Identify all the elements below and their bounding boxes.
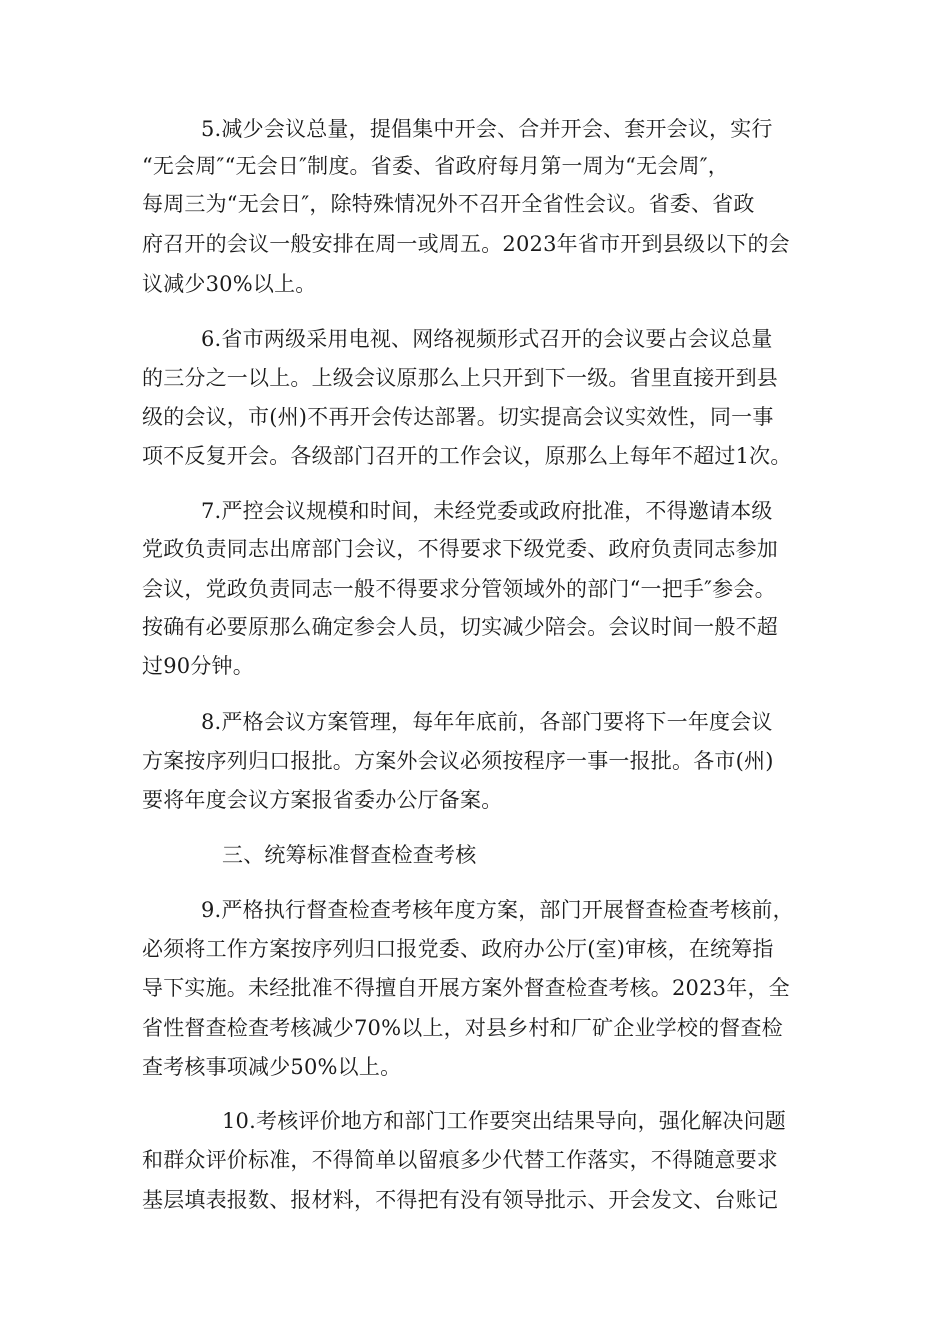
text-line: 府召开的会议一般安排在周一或周五。2023年省市开到县级以下的会 bbox=[142, 232, 790, 256]
text-line: 的三分之一以上。上级会议原那么上只开到下一级。省里直接开到县 bbox=[142, 366, 778, 390]
text-line: 基层填表报数、报材料，不得把有没有领导批示、开会发文、台账记 bbox=[142, 1188, 778, 1212]
text-line: 导下实施。未经批准不得擅自开展方案外督查检查考核。2023年，全 bbox=[142, 976, 790, 1000]
text-line: 党政负责同志出席部门会议，不得要求下级党委、政府负责同志参加 bbox=[142, 537, 778, 561]
text-line: 必须将工作方案按序列归口报党委、政府办公厅(室)审核，在统筹指 bbox=[142, 937, 774, 961]
text-line: 9.严格执行督查检查考核年度方案，部门开展督查检查考核前， bbox=[201, 898, 794, 922]
section-heading: 三、统筹标准督查检查考核 bbox=[222, 843, 477, 867]
text-line: 8.严格会议方案管理，每年年底前，各部门要将下一年度会议 bbox=[201, 710, 773, 734]
text-line: 10.考核评价地方和部门工作要突出结果导向，强化解决问题 bbox=[222, 1109, 786, 1133]
text-line: “无会周″“无会日″制度。省委、省政府每月第一周为“无会周″， bbox=[142, 154, 729, 178]
text-line: 按确有必要原那么确定参会人员，切实减少陪会。会议时间一般不超 bbox=[142, 615, 778, 639]
text-line: 方案按序列归口报批。方案外会议必须按程序一事一报批。各市(州) bbox=[142, 749, 774, 773]
text-line: 每周三为“无会日″，除特殊情况外不召开全省性会议。省委、省政 bbox=[142, 192, 755, 216]
text-line: 会议，党政负责同志一般不得要求分管领域外的部门“一把手″参会。 bbox=[142, 577, 776, 601]
text-line: 和群众评价标准，不得简单以留痕多少代替工作落实，不得随意要求 bbox=[142, 1148, 778, 1172]
text-line: 议减少30%以上。 bbox=[142, 272, 317, 296]
text-line: 要将年度会议方案报省委办公厅备案。 bbox=[142, 788, 503, 812]
text-line: 省性督查检查考核减少70%以上，对县乡村和厂矿企业学校的督查检 bbox=[142, 1016, 783, 1040]
text-line: 7.严控会议规模和时间，未经党委或政府批准，不得邀请本级 bbox=[201, 499, 773, 523]
text-line: 过90分钟。 bbox=[142, 654, 254, 678]
text-line: 5.减少会议总量，提倡集中开会、合并开会、套开会议，实行 bbox=[201, 117, 773, 141]
text-line: 级的会议，市(州)不再开会传达部署。切实提高会议实效性，同一事 bbox=[142, 405, 774, 429]
text-line: 查考核事项减少50%以上。 bbox=[142, 1055, 402, 1079]
text-line: 6.省市两级采用电视、网络视频形式召开的会议要占会议总量 bbox=[201, 327, 773, 351]
text-line: 项不反复开会。各级部门召开的工作会议，原那么上每年不超过1次。 bbox=[142, 444, 792, 468]
